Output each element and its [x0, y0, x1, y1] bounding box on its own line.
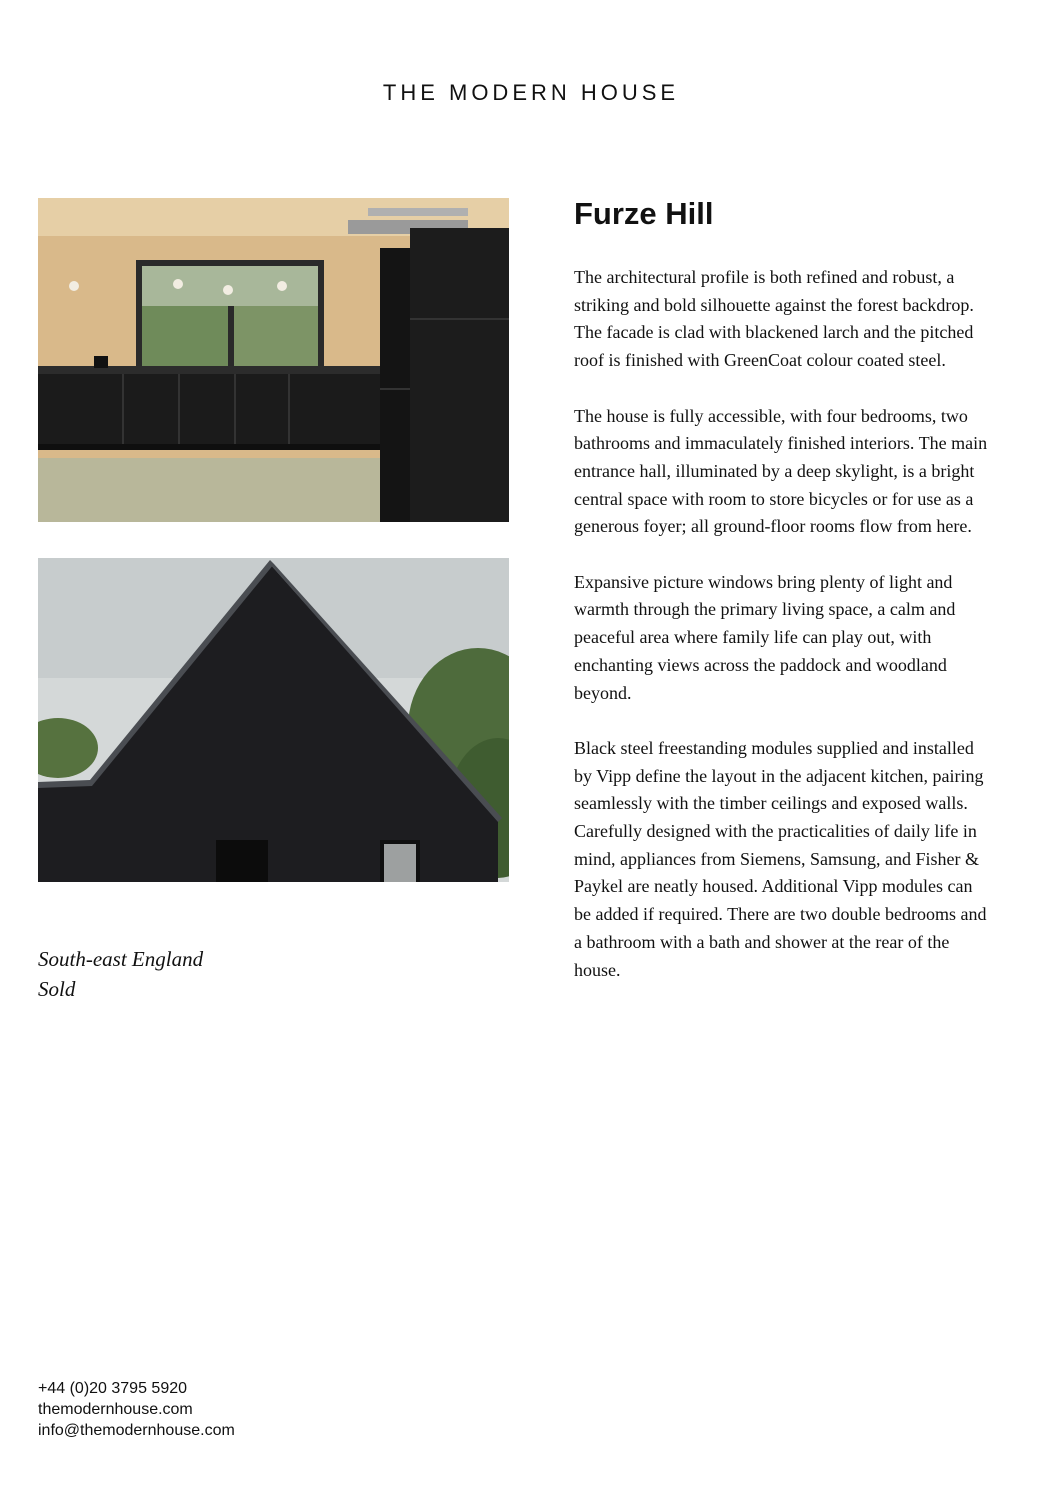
contact-block — [38, 1378, 235, 1441]
property-meta — [38, 944, 203, 1004]
property-title: Furze Hill — [574, 196, 714, 231]
property-status: Sold — [38, 977, 76, 1001]
contact-email[interactable]: info@themodernhouse.com — [38, 1422, 235, 1439]
description-paragraph: Expansive picture windows bring plenty of light and warmth through the primary living space, a calm and peaceful area where family life can play out, with enchanting views across the paddock and woodland beyond. — [574, 571, 956, 703]
description-paragraph: Black steel freestanding modules supplied and installed by Vipp define the layout in the adjacent kitchen, pairing seamlessly with the timber ceilings and exposed walls. Carefully designed with the practicalities of daily life in mind, appliances from Siemens, Samsung, and Fisher & Paykel are neatly housed. Additional Vipp modules can be added if required. There are two double bedrooms and a bathroom with a bath and shower at the rear of the house. — [574, 737, 987, 980]
brand-logo: THE MODERN HOUSE — [382, 80, 680, 105]
description-paragraph: The house is fully accessible, with four bedrooms, two bathrooms and immaculately finished interiors. The main entrance hall, illuminated by a deep skylight, is a bright central space with room to store bicycles or for use as a generous foyer; all ground-floor rooms flow from here. — [574, 405, 988, 537]
contact-website[interactable]: themodernhouse.com — [38, 1401, 193, 1418]
kitchen-photo — [38, 198, 509, 522]
contact-phone[interactable]: +44 (0)20 3795 5920 — [38, 1380, 188, 1397]
property-location: South-east England — [38, 947, 204, 971]
property-description — [574, 264, 988, 1012]
description-paragraph: The architectural profile is both refined and robust, a striking and bold silhouette against the forest backdrop. The facade is clad with blackened larch and the pitched roof is finished with GreenCoat colour coated steel. — [574, 267, 974, 371]
exterior-photo — [38, 558, 509, 882]
